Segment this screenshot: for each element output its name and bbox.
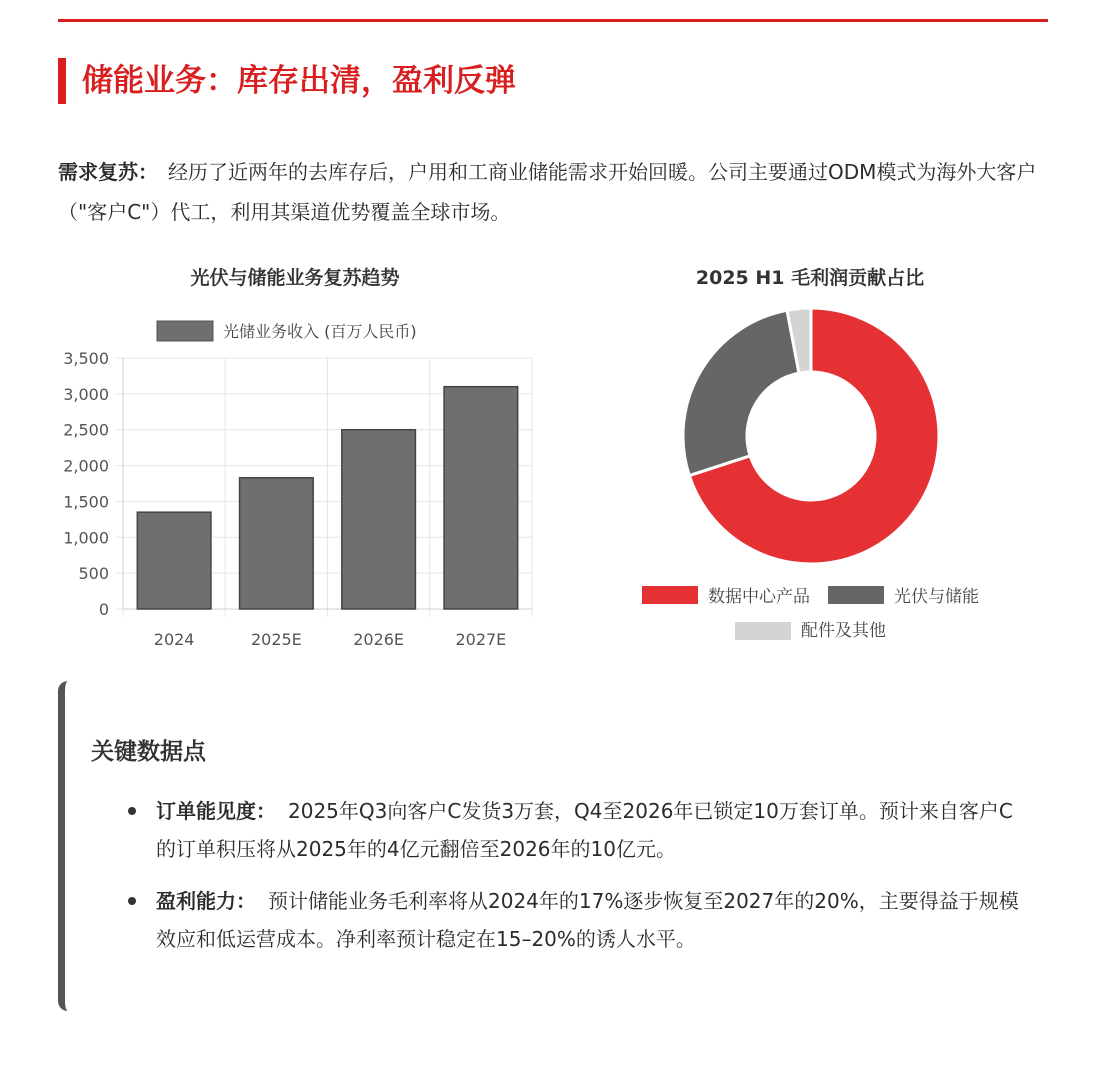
legend-swatch bbox=[642, 586, 698, 604]
bullet-dot bbox=[128, 897, 136, 905]
legend-swatch bbox=[735, 622, 791, 640]
key-data-card bbox=[58, 681, 1048, 1011]
x-tick-label: 2027E bbox=[455, 630, 507, 649]
x-tick-label: 2025E bbox=[250, 630, 302, 649]
legend-label: 光伏与储能 bbox=[894, 587, 979, 607]
y-tick-label: 0 bbox=[98, 600, 109, 619]
list-item-text: 预计储能业务毛利率将从2024年的17%逐步恢复至2027年的20%，主要得益于规模效应和低运营成本。净利率预计稳定在15–20%的诱人水平。 bbox=[156, 889, 1019, 951]
y-tick-label: 2,000 bbox=[63, 456, 109, 476]
list-item-text: 2025年Q3向客户C发货3万套，Q4至2026年已锁定10万套订单。预计来自客户C的订单积压将从2025年的4亿元翻倍至2026年的10亿元。 bbox=[156, 799, 1013, 861]
section-title: 储能业务：库存出清，盈利反弹 bbox=[82, 63, 516, 99]
x-tick-label: 2026E bbox=[353, 630, 405, 649]
bar bbox=[240, 478, 314, 609]
y-tick-label: 1,500 bbox=[63, 492, 109, 512]
y-tick-label: 500 bbox=[78, 564, 109, 584]
legend-item bbox=[642, 586, 810, 607]
intro-paragraph bbox=[58, 152, 1048, 232]
legend-label: 光储业务收入 (百万人民币) bbox=[223, 322, 417, 341]
bar bbox=[342, 430, 416, 609]
legend-swatch bbox=[157, 321, 213, 341]
donut-chart bbox=[620, 290, 1010, 660]
bar-chart bbox=[0, 300, 560, 660]
bar-chart-title: 光伏与储能业务复苏趋势 bbox=[190, 267, 400, 289]
donut-chart-title: 2025 H1 毛利润贡献占比 bbox=[695, 267, 925, 289]
bar bbox=[137, 512, 211, 609]
donut-slice bbox=[683, 310, 799, 475]
list-item-lead: 盈利能力： bbox=[156, 889, 256, 913]
legend-label: 数据中心产品 bbox=[708, 587, 810, 607]
list-item bbox=[156, 882, 1026, 958]
card-title: 关键数据点 bbox=[91, 739, 206, 765]
y-tick-label: 1,000 bbox=[63, 528, 109, 548]
list-item bbox=[156, 792, 1026, 868]
x-tick-label: 2024 bbox=[153, 630, 195, 649]
bullet-dot bbox=[128, 807, 136, 815]
bar bbox=[444, 387, 518, 609]
legend-swatch bbox=[828, 586, 884, 604]
legend-item bbox=[735, 620, 886, 641]
top-divider bbox=[58, 19, 1048, 22]
y-tick-label: 3,000 bbox=[63, 384, 109, 404]
legend-item bbox=[828, 586, 979, 607]
chart-legend bbox=[157, 321, 417, 341]
title-accent-bar bbox=[58, 58, 66, 104]
y-tick-label: 2,500 bbox=[63, 420, 109, 440]
intro-lead: 需求复苏： bbox=[58, 160, 158, 184]
y-tick-label: 3,500 bbox=[63, 349, 109, 368]
legend-label: 配件及其他 bbox=[801, 621, 886, 641]
intro-text: 经历了近两年的去库存后，户用和工商业储能需求开始回暖。公司主要通过ODM模式为海外大客户（"客户C"）代工，利用其渠道优势覆盖全球市场。 bbox=[58, 160, 1037, 224]
list-item-lead: 订单能见度： bbox=[156, 799, 276, 823]
